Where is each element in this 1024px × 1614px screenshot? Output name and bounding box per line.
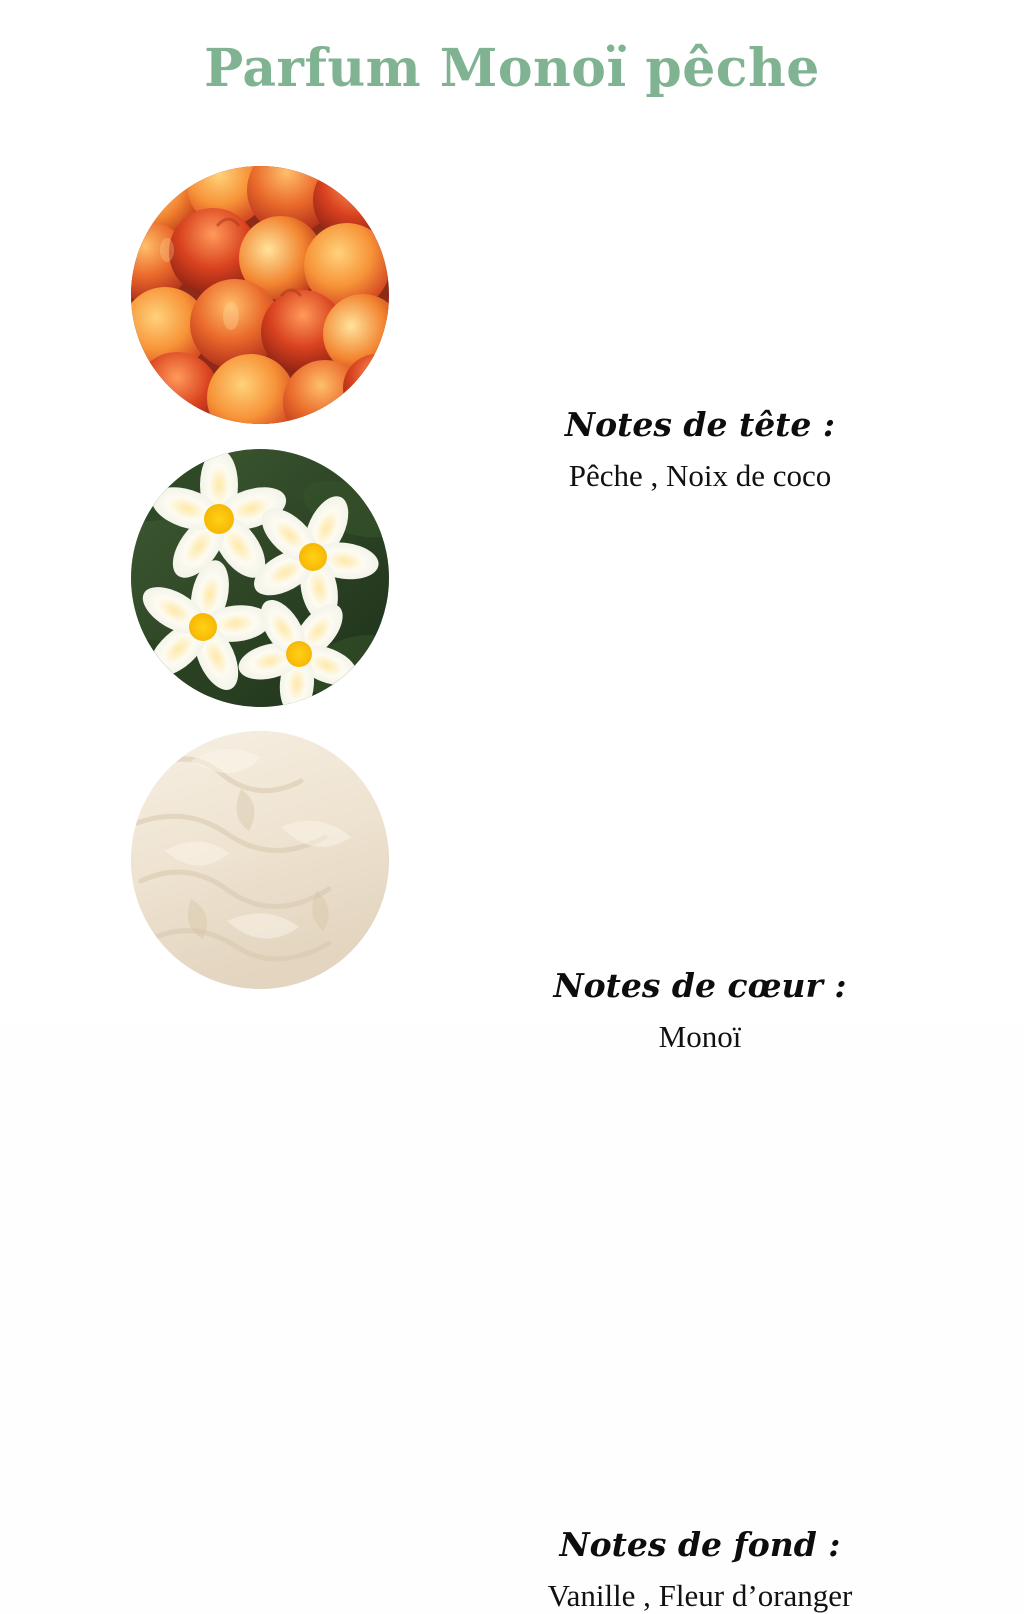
heart-notes-value: Monoï bbox=[658, 1019, 742, 1054]
notes-row-heart bbox=[0, 448, 1024, 1054]
base-notes-text bbox=[420, 1525, 980, 1614]
frangipani-flowers-photo bbox=[131, 449, 389, 707]
page-title: Parfum Monoï pêche bbox=[204, 38, 820, 99]
base-notes-value: Vanille , Fleur d’oranger bbox=[547, 1578, 853, 1613]
base-notes-heading: Notes de fond : bbox=[559, 1525, 841, 1564]
top-notes-heading: Notes de tête : bbox=[564, 405, 836, 444]
notes-row-top bbox=[0, 165, 1024, 493]
cream-texture-photo bbox=[131, 731, 389, 989]
top-notes-value: Pêche , Noix de coco bbox=[568, 458, 832, 493]
peaches-photo bbox=[131, 166, 389, 424]
heart-notes-heading: Notes de cœur : bbox=[553, 966, 847, 1005]
